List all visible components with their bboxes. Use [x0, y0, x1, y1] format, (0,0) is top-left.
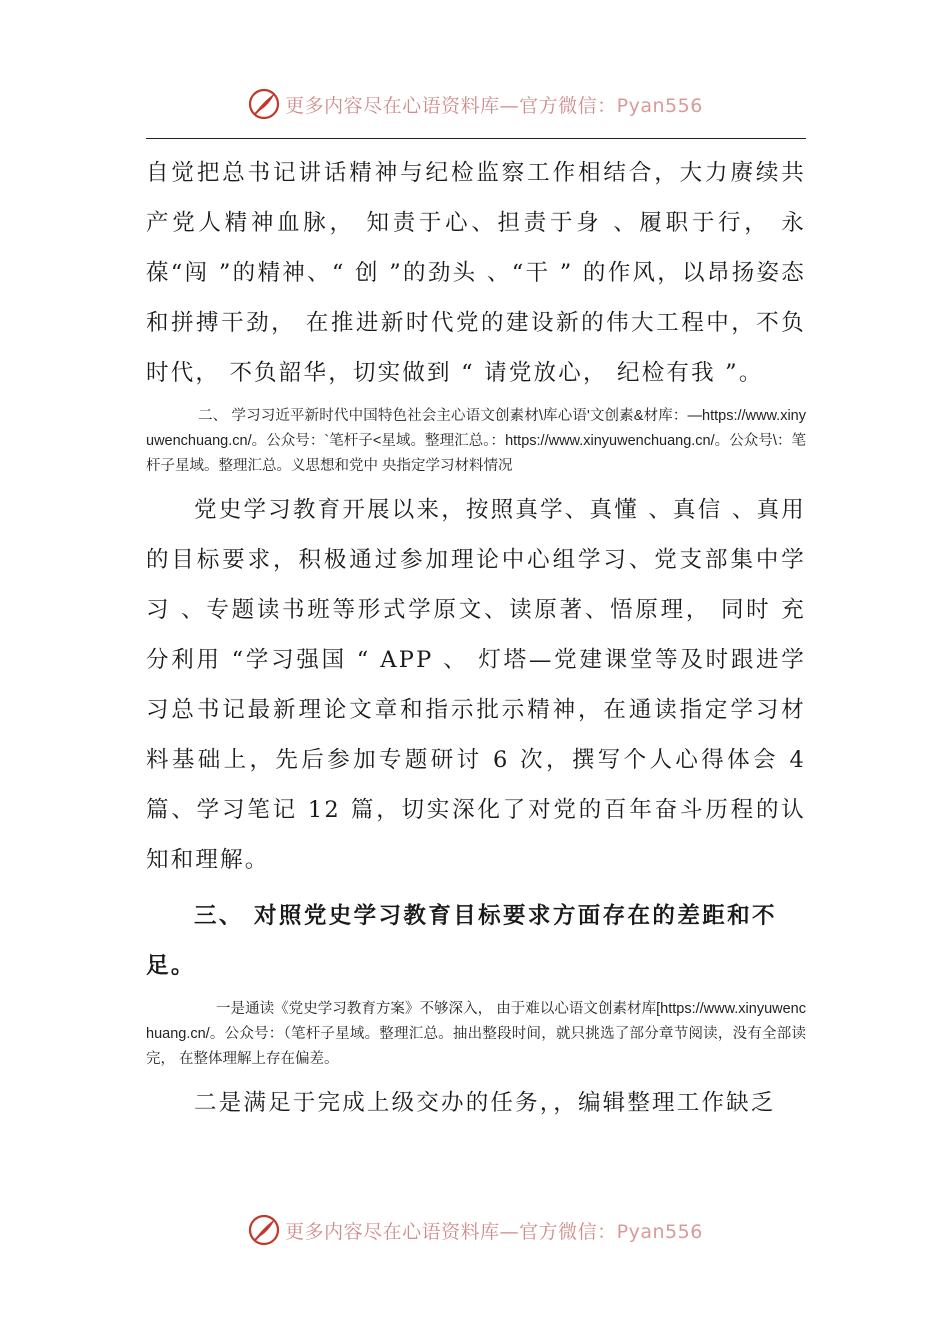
section-3-heading: 三、 对照党史学习教育目标要求方面存在的差距和不足。	[146, 903, 777, 979]
footer-watermark	[0, 1212, 950, 1248]
header-watermark	[0, 86, 950, 122]
paragraph-small-2: 一是通读《党史学习教育方案》不够深入， 由于难以心语文创素材库[https://www.xinyuwenchuang.cn/。公众号：（笔杆子星域。整理汇总。抽出整段时间，就只挑选了部分章节阅读，没有全部读完， 在整体理解上存在偏差。	[146, 1001, 806, 1067]
watermark-text-id: Pyan556	[616, 94, 703, 117]
watermark-text	[285, 1217, 703, 1244]
section-2-heading-small: 二、 学习习近平新时代中国特色社会主心语文创素材\库心语'文创素&材库：—https://www.xinyuwenchuang.cn/。公众号：`笔杆子<星域。整理汇总。：https://www.xinyuwenchuang.cn/。公众号\：笔杆子星域。整理汇总。义思想和党中 央指定学习材料情况	[146, 408, 806, 474]
quill-logo-icon	[247, 1213, 281, 1247]
quill-logo-icon	[247, 87, 281, 121]
watermark-text	[285, 91, 703, 118]
paragraph-3: 二是满足于完成上级交办的任务，，编辑整理工作缺乏	[194, 1090, 776, 1116]
paragraph-2: 党史学习教育开展以来，按照真学、真懂 、真信 、真用的目标要求，积极通过参加理论中心组学习、党支部集中学习 、专题读书班等形式学原文、读原著、悟原理， 同时 充分利用 “学习强国 “ APP 、 灯塔—党建课堂等及时跟进学习总书记最新理论文章和指示批示精神，在通读指定学习材料基础上，先后参加专题研讨 6 次，撰写个人心得体会 4 篇、学习笔记 12 篇，切实深化了对党的百年奋斗历程的认知和理解。	[146, 497, 806, 873]
document-body	[146, 148, 806, 1128]
header-rule	[146, 138, 806, 139]
paragraph-1: 自觉把总书记讲话精神与纪检监察工作相结合，大力赓续共产党人精神血脉， 知责于心、担责于身 、履职于行， 永葆“闯 ”的精神、“ 创 ”的劲头 、“干 ” 的作风，以昂扬姿态和拼搏干劲， 在推进新时代党的建设新的伟大工程中，不负时代， 不负韶华，切实做到 “ 请党放心， 纪检有我 ”。	[146, 160, 806, 386]
watermark-text-id: Pyan556	[616, 1220, 703, 1243]
watermark-text-cn: 更多内容尽在心语资料库—官方微信：	[285, 94, 617, 117]
watermark-text-cn: 更多内容尽在心语资料库—官方微信：	[285, 1220, 617, 1243]
